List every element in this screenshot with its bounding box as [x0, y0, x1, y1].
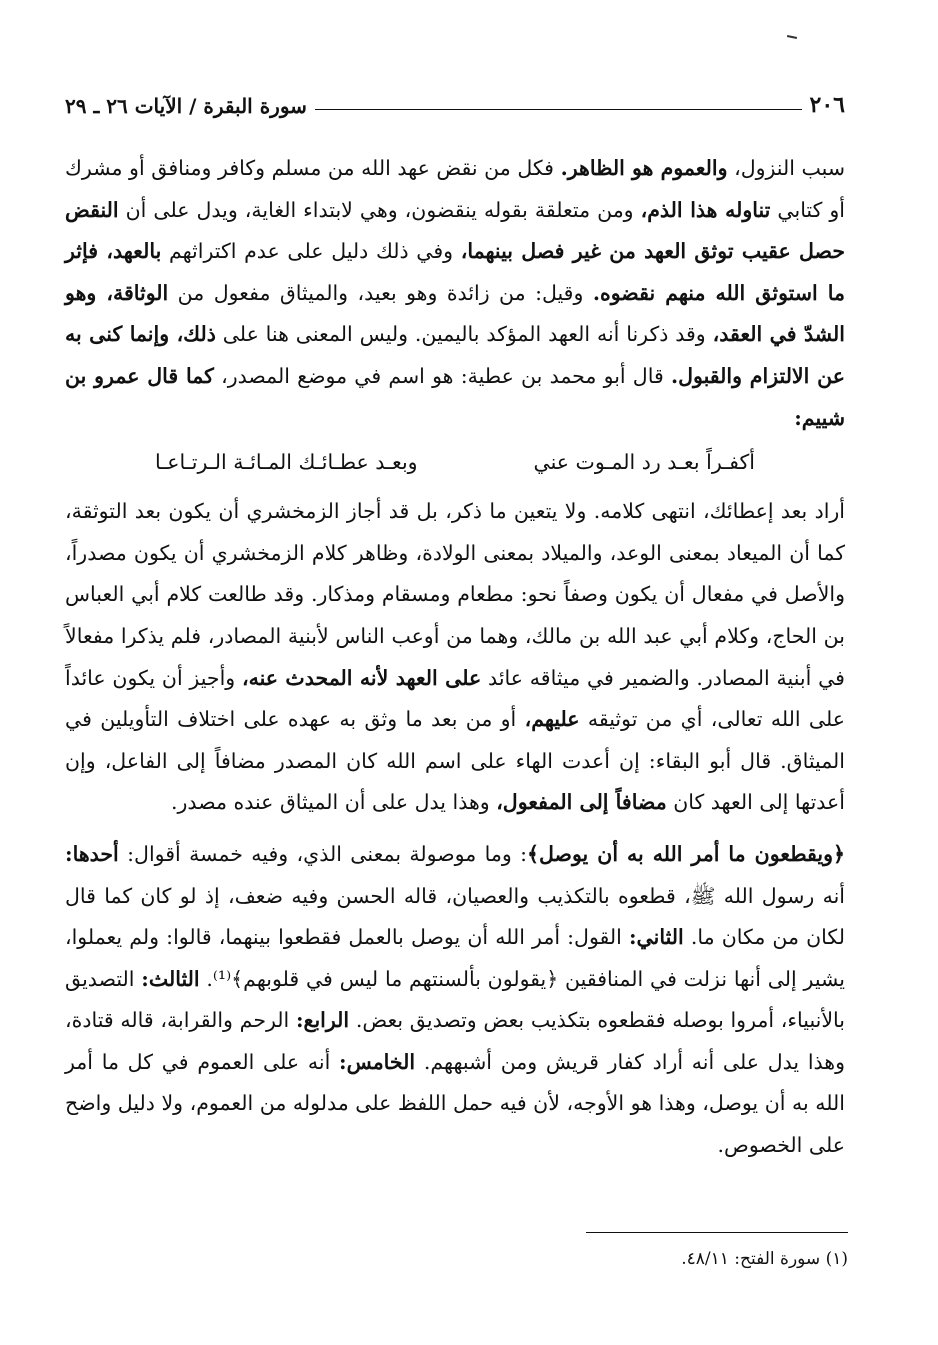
verse-first-hemistich: أكفـراً بعـد رد المـوت عني — [533, 450, 755, 475]
header-rule — [315, 109, 802, 110]
bold-text-run: بالعهد، فإثر ما استوثق الله منهم نقضوه. — [65, 239, 846, 305]
bold-text-run: تناوله هذا الذم، — [640, 197, 771, 222]
text-run: وقيل: من زائدة وهو بعيد، والميثاق مفعول من — [168, 280, 593, 305]
page-number: ٢٠٦ — [809, 92, 845, 118]
bold-text-run: أحدها: — [65, 841, 119, 866]
text-run: ومن متعلقة بقوله ينقضون، وهي لابتداء الغاية، ويدل على أن — [118, 197, 641, 222]
text-run: فكل من نقض عهد الله من مسلم وكافر ومنافق أو مشرك أو كتابي — [65, 156, 845, 222]
text-run: القول: أمر الله أن يوصل بالعمل فقطعوا بينهما، قالوا: ولم يعملوا، يشير إلى أنها نزلت في المنافقين ﴿يقولون بألسنتهم ما ليس في قلوبهم﴾⁽¹⁾. — [65, 925, 846, 991]
text-run: أو من بعد ما وثق به عهده على اختلاف التأويلين في الميثاق. قال أبو البقاء: إن أعدت الهاء على اسم الله كان المصدر مضافاً إلى الفاعل، وإن أعدتها إلى العهد كان — [65, 707, 845, 815]
main-text — [65, 148, 845, 1167]
text-run: الرحم والقرابة، قاله قتادة، وهذا يدل على أنه أراد كفار قريش ومن أشبههم. — [65, 1008, 845, 1074]
bold-text-run: على العهد لأنه المحدث عنه، — [241, 665, 482, 690]
bold-text-run: ﴿ويقطعون ما أمر الله به أن يوصل﴾ — [527, 841, 845, 866]
paragraph-1 — [65, 148, 845, 439]
bold-text-run: الثاني: — [628, 925, 684, 950]
text-run: قال أبو محمد بن عطية: هو اسم في موضع المصدر، — [213, 363, 671, 388]
paragraph-2 — [65, 491, 845, 824]
bold-text-run: مضافاً إلى المفعول، — [496, 790, 667, 815]
bold-text-run: والعموم هو الظاهر. — [560, 156, 728, 180]
bold-text-run: الثالث: — [141, 966, 200, 991]
text-run: وفي ذلك دليل على عدم اكتراثهم — [161, 239, 461, 264]
text-run: وأجيز أن يكون عائداً على الله تعالى، أي من توثيقه — [65, 665, 846, 732]
page-header — [65, 82, 845, 118]
stray-mark — [787, 35, 797, 39]
bold-text-run: كما قال عمرو بن شييم: — [65, 363, 845, 430]
bold-text-run: عليهم، — [524, 707, 580, 732]
running-title: سورة البقرة / الآيات ٢٦ ـ ٢٩ — [65, 94, 307, 118]
text-run: أنه على العموم في كل ما أمر الله به أن يوصل، وهذا هو الأوجه، لأن فيه حمل اللفظ على مدلوله من العموم، ولا دليل واضح على الخصوص. — [65, 1049, 845, 1158]
text-run: أراد بعد إعطائك، انتهى كلامه. ولا يتعين ما ذكر، بل قد أجاز الزمخشري أن يكون بعد التوثقة، كما أن الميعاد بمعنى الوعد، والميلاد بمعنى الولادة، وظاهر كلام الزمخشري أن يكون مصدراً، والأصل في مفعال أن يكون وصفاً نحو: مطعام ومسقام ومذكار. وقد طالعت كلام أبي العباس بن الحاج، وكلام أبي عبد الله بن مالك، وهما من أوعب الناس لأبنية المصادر، فلم يذكرا مفعالاً في أبنية المصادر. والضمير في ميثاقه عائد — [65, 499, 845, 690]
text-run: سبب النزول، — [727, 156, 846, 180]
bold-text-run: النقض حصل عقيب توثق العهد من غير فصل بينهما، — [65, 197, 846, 264]
footnote-rule — [586, 1232, 848, 1233]
poetry-verse — [65, 439, 845, 491]
bold-text-run: الوثاقة، وهو الشدّ في العقد، — [65, 280, 845, 347]
text-run: التصديق بالأنبياء، أمروا بوصله فقطعوه بتكذيب بعض وتصديق بعض. — [65, 966, 846, 1033]
bold-text-run: الرابع: — [295, 1008, 350, 1033]
text-run: : وما موصولة بمعنى الذي، وفيه خمسة أقوال: — [118, 841, 528, 866]
paragraph-3 — [65, 834, 845, 1167]
text-run: وهذا يدل على أن الميثاق عنده مصدر. — [171, 790, 497, 815]
bold-text-run: الخامس: — [339, 1049, 416, 1074]
verse-second-hemistich: وبعـد عطـائـك المـائـة الـرتـاعـا — [155, 450, 418, 475]
footnote: (١) سورة الفتح: ٤٨/١١. — [681, 1249, 848, 1269]
text-run: وقد ذكرنا أنه العهد المؤكد باليمين. وليس المعنى هنا على — [215, 322, 713, 347]
text-run: أنه رسول الله ﷺ، قطعوه بالتكذيب والعصيان، قاله الحسن وفيه ضعف، إذ لو كان كما قال لكان من مكان ما. — [65, 883, 845, 950]
bold-text-run: ذلك، وإنما كنى به عن الالتزام والقبول. — [65, 322, 845, 388]
